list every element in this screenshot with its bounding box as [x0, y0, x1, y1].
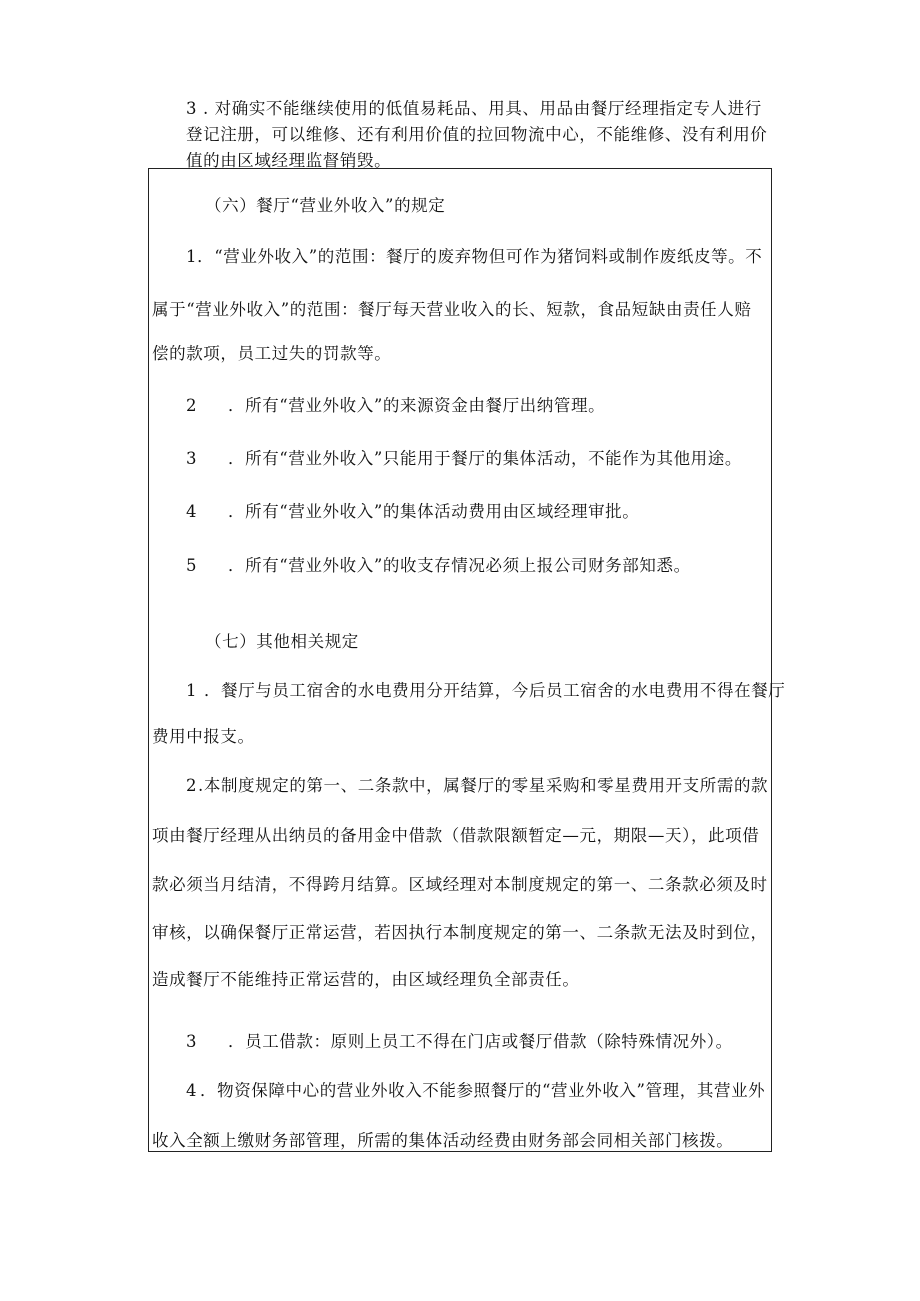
- s6-item2-text: ．所有“营业外收入”的来源资金由餐厅出纳管理。: [228, 396, 606, 415]
- s7-item2-num: 2: [186, 776, 198, 795]
- s6-item1-line1: [186, 243, 762, 267]
- s6-item4-text: ．所有“营业外收入”的集体活动费用由区域经理审批。: [228, 502, 640, 521]
- s6-item5: [186, 552, 691, 576]
- intro-paragraph: [186, 96, 776, 174]
- s7-item1-text1: ．餐厅与员工宿舍的水电费用分开结算，今后员工宿舍的水电费用不得在餐厅: [204, 681, 786, 700]
- s6-item2-num: 2: [186, 396, 198, 415]
- s7-item2-line4: 审核，以确保餐厅正常运营，若因执行本制度规定的第一、二条款无法及时到位，: [152, 923, 768, 942]
- s7-item2-line2: 项由餐厅经理从出纳员的备用金中借款（借款限额暂定—元，期限—天），此项借: [152, 826, 760, 845]
- s6-item5-num: 5: [186, 556, 198, 575]
- s6-item1-line2: 属于“营业外收入”的范围：餐厅每天营业收入的长、短款，食品短缺由责任人赔: [152, 300, 752, 319]
- s7-item4-num: 4: [186, 1081, 198, 1100]
- s6-item2: [186, 392, 605, 416]
- s6-item3: [186, 445, 742, 469]
- s6-item3-num: 3: [186, 449, 198, 468]
- s7-item2-text1: .本制度规定的第一、二条款中，属餐厅的零星采购和零星费用开支所需的款: [198, 776, 769, 795]
- s7-item1-line2: 费用中报支。: [152, 727, 255, 746]
- s7-item4-line2: 收入全额上缴财务部管理，所需的集体活动经费由财务部会同相关部门核拨。: [152, 1131, 734, 1150]
- s6-item3-text: ．所有“营业外收入”只能用于餐厅的集体活动，不能作为其他用途。: [228, 449, 742, 468]
- s6-item4-num: 4: [186, 502, 198, 521]
- s7-item1-num: 1: [186, 681, 198, 700]
- s6-item1-text1: ．“营业外收入”的范围：餐厅的废弃物但可作为猪饲料或制作废纸皮等。不: [197, 247, 763, 266]
- s7-item3-num: 3: [186, 1032, 198, 1051]
- s6-item1-num: 1: [186, 247, 198, 266]
- s7-item1-line1: [186, 677, 785, 701]
- s7-item3: [186, 1028, 733, 1052]
- s6-item1-line3: 偿的款项，员工过失的罚款等。: [152, 344, 392, 363]
- intro-text: 3 . 对确实不能继续使用的低值易耗品、用具、用品由餐厅经理指定专人进行登记注册，可以维修、还有利用价值的拉回物流中心，不能维修、没有利用价值的由区域经理监督销毁。: [186, 99, 768, 170]
- s7-item2-line5: 造成餐厅不能维持正常运营的，由区域经理负全部责任。: [152, 970, 580, 989]
- section7-heading: （七）其他相关规定: [205, 632, 359, 651]
- s7-item4-line1: [186, 1077, 765, 1101]
- s7-item2-line3: 款必须当月结清，不得跨月结算。区域经理对本制度规定的第一、二条款必须及时: [152, 875, 768, 894]
- s6-item5-text: ．所有“营业外收入”的收支存情况必须上报公司财务部知悉。: [228, 556, 691, 575]
- s7-item3-text: ．员工借款：原则上员工不得在门店或餐厅借款（除特殊情况外）。: [228, 1032, 733, 1051]
- s6-item4: [186, 498, 639, 522]
- s7-item4-text1: ．物资保障中心的营业外收入不能参照餐厅的“营业外收入”管理，其营业外: [200, 1081, 766, 1100]
- section6-heading: （六）餐厅“营业外收入”的规定: [205, 196, 446, 215]
- s7-item2-line1: [186, 772, 768, 796]
